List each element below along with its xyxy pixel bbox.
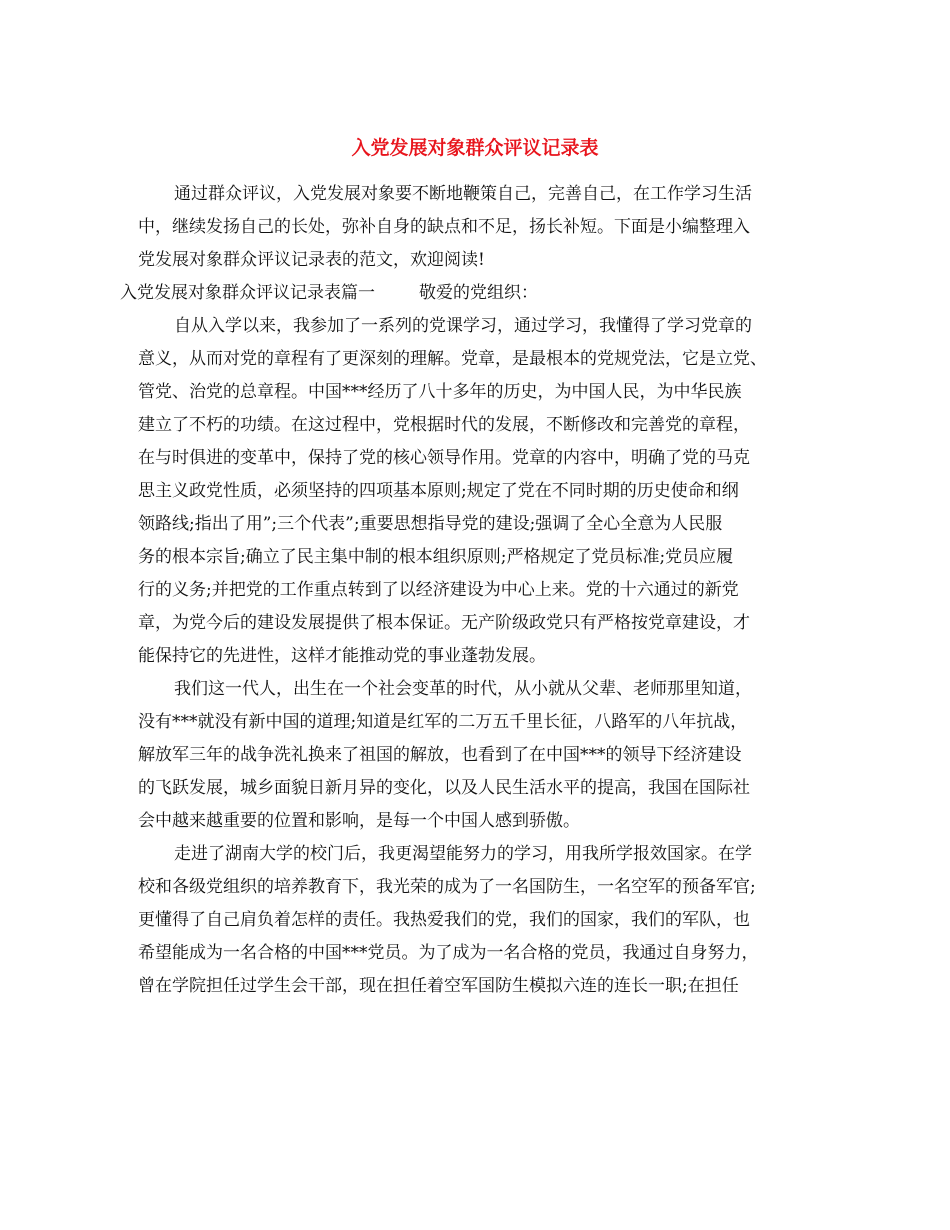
paragraph-line: 思主义政党性质，必须坚持的四项基本原则;规定了党在不同时期的历史使命和纲 xyxy=(138,481,739,501)
intro-line: 党发展对象群众评议记录表的范文，欢迎阅读! xyxy=(138,250,485,270)
paragraph-line: 曾在学院担任过学生会干部，现在担任着空军国防生模拟六连的连长一职;在担任 xyxy=(138,976,739,996)
paragraph-line: 务的根本宗旨;确立了民主集中制的根本组织原则;严格规定了党员标准;党员应履 xyxy=(138,547,734,567)
paragraph-line: 校和各级党组织的培养教育下，我光荣的成为了一名国防生，一名空军的预备军官; xyxy=(138,877,756,897)
paragraph-line: 在与时俱进的变革中，保持了党的核心领导作用。党章的内容中，明确了党的马克 xyxy=(138,448,750,468)
paragraph-line: 会中越来越重要的位置和影响，是每一个中国人感到骄傲。 xyxy=(138,811,580,831)
paragraph-line: 建立了不朽的功绩。在这过程中，党根据时代的发展，不断修改和完善党的章程， xyxy=(138,415,750,435)
paragraph-line: 意义，从而对党的章程有了更深刻的理解。党章，是最根本的党规党法，它是立党、 xyxy=(138,349,767,369)
paragraph-line: 希望能成为一名合格的中国***党员。为了成为一名合格的党员，我通过自身努力， xyxy=(138,943,759,963)
paragraph-line: 管党、治党的总章程。中国***经历了八十多年的历史，为中国人民，为中华民族 xyxy=(138,382,742,402)
paragraph-line: 更懂得了自己肩负着怎样的责任。我热爱我们的党，我们的国家，我们的军队，也 xyxy=(138,910,750,930)
paragraph-line: 能保持它的先进性，这样才能推动党的事业蓬勃发展。 xyxy=(138,646,546,666)
paragraph-line: 领路线;指出了用”;三个代表”;重要思想指导党的建设;强调了全心全意为人民服 xyxy=(138,514,723,534)
paragraph-line: 行的义务;并把党的工作重点转到了以经济建设为中心上来。党的十六通过的新党 xyxy=(138,580,739,600)
paragraph-line: 我们这一代人，出生在一个社会变革的时代，从小就从父辈、老师那里知道， xyxy=(174,679,752,699)
salutation: 敬爱的党组织： xyxy=(419,283,538,303)
paragraph-line: 没有***就没有新中国的道理;知道是红军的二万五千里长征，八路军的八年抗战， xyxy=(138,712,748,732)
paragraph-line: 章，为党今后的建设发展提供了根本保证。无产阶级政党只有严格按党章建设，才 xyxy=(138,613,750,633)
paragraph-line: 自从入学以来，我参加了一系列的党课学习，通过学习，我懂得了学习党章的 xyxy=(174,316,752,336)
paragraph-line: 走进了湖南大学的校门后，我更渴望能努力的学习，用我所学报效国家。在学 xyxy=(174,844,752,864)
paragraph-line: 的飞跃发展，城乡面貌日新月异的变化，以及人民生活水平的提高，我国在国际社 xyxy=(138,778,750,798)
paragraph-line: 解放军三年的战争洗礼换来了祖国的解放，也看到了在中国***的领导下经济建设 xyxy=(138,745,742,765)
section-heading: 入党发展对象群众评议记录表篇一 xyxy=(120,283,375,303)
document-body xyxy=(120,178,818,1003)
intro-line: 中，继续发扬自己的长处，弥补自身的缺点和不足，扬长补短。下面是小编整理入 xyxy=(138,217,750,237)
document-title: 入党发展对象群众评议记录表 xyxy=(351,137,599,159)
intro-line: 通过群众评议，入党发展对象要不断地鞭策自己，完善自己，在工作学习生活 xyxy=(174,184,752,204)
section-heading-line xyxy=(120,277,818,310)
